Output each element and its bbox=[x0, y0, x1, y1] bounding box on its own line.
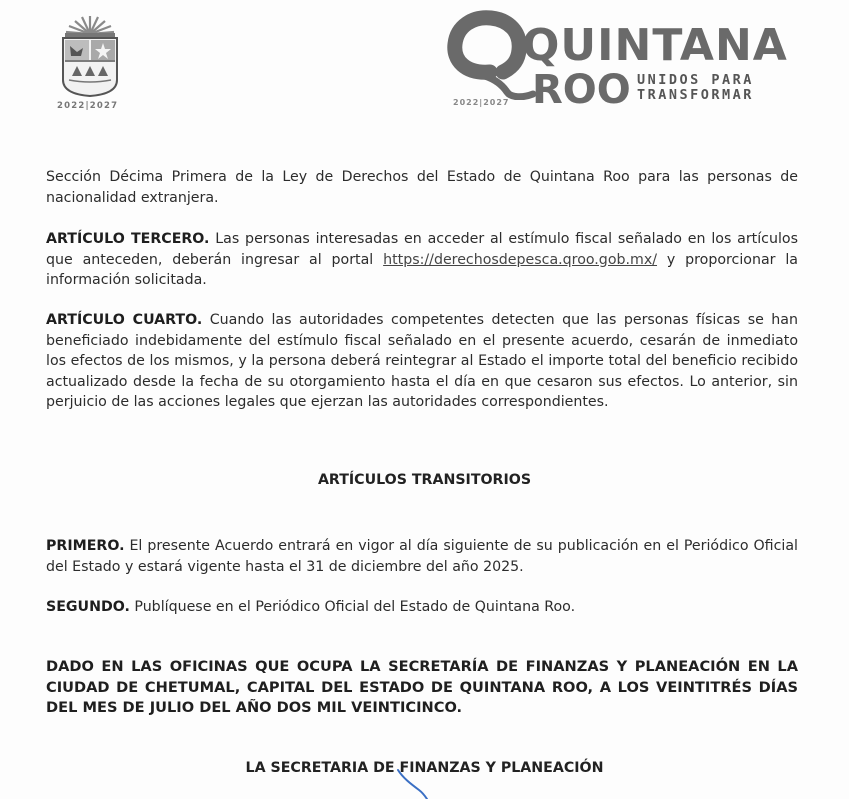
coat-of-arms-icon bbox=[55, 10, 125, 100]
brand-years: 2022|2027 bbox=[453, 98, 510, 107]
seal-years: 2022|2027 bbox=[57, 101, 119, 111]
transitorio-primero bbox=[46, 536, 798, 577]
articulo-cuarto-text: Cuando las autoridades competentes detecten que las personas físicas se han beneficiado indebidamente del estímulo fiscal señalado en el presente acuerdo, cesarán de inmediato los efectos de los mismos, y la persona deberá reintegrar al Estado el importe total del beneficio recibido actualizado desde la fecha de su otorgamiento hasta el día en que cesaron sus efectos. Lo anterior, sin perjuicio de las acciones legales que ejerzan las autoridades correspondientes. bbox=[46, 312, 798, 410]
segundo-text: Publíquese en el Periódico Oficial del Estado de Quintana Roo. bbox=[129, 599, 576, 615]
signature-title: LA SECRETARIA DE FINANZAS Y PLANEACIÓN bbox=[245, 760, 604, 776]
articulo-tercero-text: Las personas interesadas en acceder al estímulo fiscal señalado en los artículos que anteceden, deberán ingresar al portal bbox=[46, 231, 798, 268]
brand-title: QUINTANA bbox=[522, 20, 788, 71]
primero-label: PRIMERO. bbox=[46, 538, 125, 554]
tagline-line-2: TRANSFORMAR bbox=[637, 87, 754, 103]
brand-subtitle: ROO bbox=[532, 67, 631, 113]
articulo-cuarto-label: ARTÍCULO CUARTO. bbox=[46, 312, 203, 328]
articulo-cuarto bbox=[46, 310, 798, 413]
transitorio-segundo bbox=[46, 597, 798, 618]
signature-stroke-icon bbox=[395, 768, 455, 799]
portal-link[interactable]: https://derechosdepesca.qroo.gob.mx/ bbox=[383, 251, 658, 268]
segundo-label: SEGUNDO. bbox=[46, 599, 130, 615]
intro-paragraph: Sección Décima Primera de la Ley de Derechos del Estado de Quintana Roo para las personas de nacionalidad extranjera. bbox=[46, 169, 798, 206]
brand-tagline bbox=[637, 73, 754, 103]
tagline-line-1: UNIDOS PARA bbox=[637, 72, 754, 88]
state-seal-logo bbox=[55, 10, 125, 110]
articulo-tercero-label: ARTÍCULO TERCERO. bbox=[46, 231, 210, 247]
articulo-tercero-text-end: y proporcionar la información solicitada. bbox=[46, 251, 798, 288]
articulo-tercero bbox=[46, 229, 798, 291]
transitorios-heading: ARTÍCULOS TRANSITORIOS bbox=[317, 472, 532, 488]
dado-en-paragraph: DADO EN LAS OFICINAS QUE OCUPA LA SECRETARÍA DE FINANZAS Y PLANEACIÓN EN LA CIUDAD DE CHETUMAL, CAPITAL DEL ESTADO DE QUINTANA ROO, A LOS VEINTITRÉS DÍAS DEL MES DE JULIO DEL AÑO DOS MIL VEINTICINCO. bbox=[46, 658, 798, 716]
quintana-roo-brand-logo bbox=[445, 10, 788, 113]
primero-text: El presente Acuerdo entrará en vigor al día siguiente de su publicación en el Periódico Oficial del Estado y estará vigente hasta el 31 de diciembre del año 2025. bbox=[46, 538, 798, 575]
